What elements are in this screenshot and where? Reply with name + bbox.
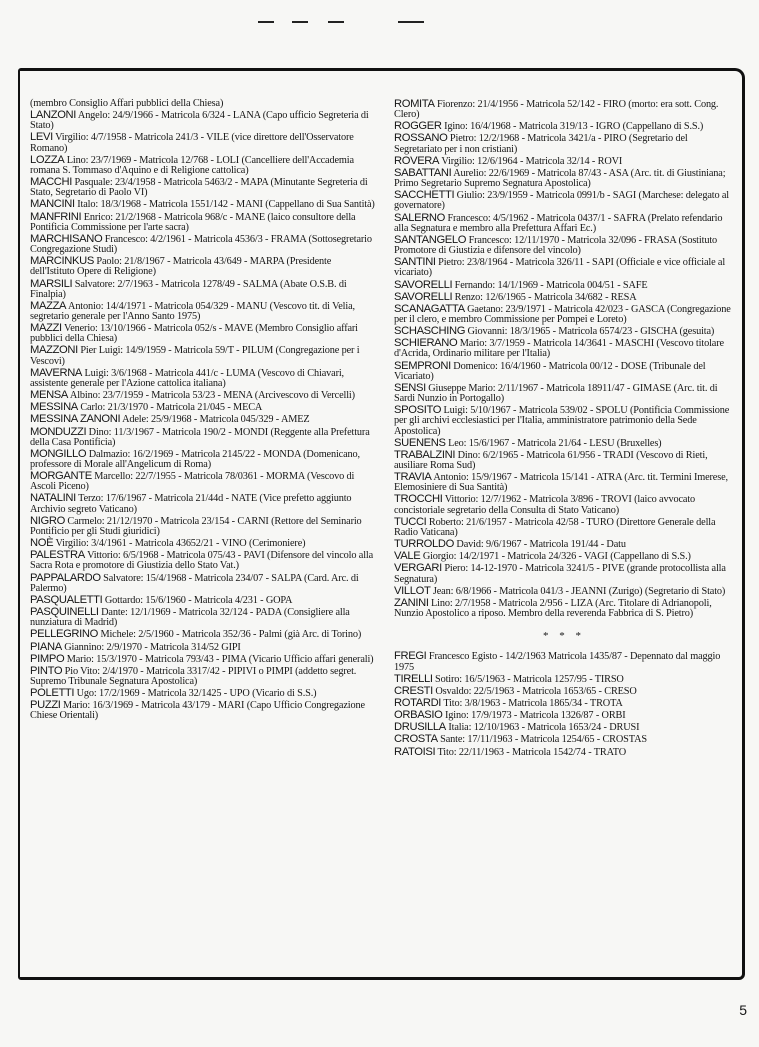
entry-details: Francesco: 4/2/1961 - Matricola 4536/3 - FRAMA (Sottosegretario Congregazione Studi): [30, 233, 372, 256]
entry-details: Giorgio: 14/2/1971 - Matricola 24/326 - VAGI (Cappellano di S.S.): [420, 551, 691, 563]
entry-surname: MESSINA: [30, 401, 78, 414]
entry-surname: SALERNO: [394, 211, 446, 224]
entry: [394, 651, 734, 672]
entry-surname: SAVORELLI: [394, 290, 453, 303]
entry: [394, 99, 734, 120]
entry-surname: TRABALZINI: [394, 448, 456, 461]
entry-surname: SUENENS: [394, 436, 446, 449]
entry-surname: RATOISI: [394, 745, 436, 758]
entry-details: Vittorio: 6/5/1968 - Matricola 075/43 - PAVI (Difensore del vincolo alla Sacra Rota e promotore di Giustizia dello Stato Vat.): [30, 550, 374, 572]
entry: [394, 338, 734, 359]
entry-surname: VALE: [394, 550, 421, 563]
entry-details: Francesco: 12/11/1970 - Matricola 32/096 - FRASA (Sostituto Promotore di Giustizia e difensore del vincolo): [394, 234, 718, 257]
entry-surname: DRUSILLA: [394, 721, 446, 734]
entry-details: Aurelio: 22/6/1969 - Matricola 87/43 - ASA (Arc. tit. di Giustiniana; Primo Segretario Supremo Segnatura Apostolica): [394, 167, 726, 190]
entry: [30, 666, 375, 687]
entry-surname: PASQUALETTI: [30, 593, 103, 606]
entry-details: Fiorenzo: 21/4/1956 - Matricola 52/142 - FIRO (morto: era sott. Cong. Clero): [394, 99, 719, 121]
entry: [30, 132, 375, 153]
entry-details: Enrico: 21/2/1968 - Matricola 968/c - MANE (laico consultore della Pontificia Commissione per l'arte sacra): [30, 211, 356, 233]
entry: [394, 586, 734, 597]
entry-surname: SEMPRONI: [394, 359, 451, 372]
entry-details: Mario: 3/7/1959 - Matricola 14/3641 - MASCHI (Vescovo titolare d'Acrida, Ordinario militare per l'Italia): [394, 338, 724, 360]
entry-details: Virgilio: 12/6/1964 - Matricola 32/14 - ROVI: [439, 155, 623, 167]
entry-surname: ROGGER: [394, 120, 442, 133]
entry: [30, 471, 375, 492]
entry: [394, 734, 734, 745]
entry: [394, 563, 734, 584]
entry-surname: NATALINI: [30, 492, 76, 505]
entry-surname: TUCCI: [394, 515, 427, 528]
entry-details: Dino: 11/3/1967 - Matricola 190/2 - MONDI (Reggente alla Prefettura della Casa Pontificia): [30, 426, 370, 448]
entry-details: Renzo: 12/6/1965 - Matricola 34/682 - RESA: [452, 291, 637, 303]
entry: [394, 213, 734, 234]
entry: [394, 710, 734, 721]
entry: [30, 550, 375, 571]
entry: [394, 383, 734, 404]
entry-details: Mario: 15/3/1970 - Matricola 793/43 - PIMA (Vicario Ufficio affari generali): [64, 653, 374, 665]
entry: [30, 368, 375, 389]
entry-details: Dino: 6/2/1965 - Matricola 61/956 - TRADI (Vescovo di Rieti, ausiliare Roma Sud): [394, 449, 708, 471]
entry: [394, 235, 734, 256]
entry-details: Virgilio: 3/4/1961 - Matricola 43652/21 - VINO (Cerimoniere): [53, 538, 306, 550]
entry: [30, 573, 375, 594]
entry: [394, 280, 734, 291]
entry-details: Leo: 15/6/1967 - Matricola 21/64 - LESU (Bruxelles): [445, 437, 662, 449]
entry-surname: SABATTANI: [394, 166, 452, 179]
entry: [30, 199, 375, 210]
entry-details: Domenico: 16/4/1960 - Matricola 00/12 - DOSE (Tribunale del Vicariato): [394, 360, 706, 382]
entry-details: Lino: 23/7/1969 - Matricola 12/768 - LOLI (Cancelliere dell'Accademia romana S. Tommaso d'Aquino e di Religione cattolica): [30, 154, 354, 176]
entry-surname: POLETTI: [30, 687, 75, 700]
mark: [398, 21, 424, 23]
entry-surname: VERGARI: [394, 562, 442, 575]
entry-surname: SCANAGATTA: [394, 302, 465, 315]
entry-details: Pier Luigi: 14/9/1959 - Matricola 59/T - PILUM (Congregazione per i Vescovi): [30, 345, 360, 367]
entry-details: Luigi: 3/6/1968 - Matricola 441/c - LUMA (Vescovo di Chiavari, assistente generale per l'Azione cattolica italiana): [30, 367, 344, 389]
entry-details: Marcello: 22/7/1955 - Matricola 78/0361 - MORMA (Vescovo di Ascoli Piceno): [30, 471, 355, 493]
entry-details: Giulio: 23/9/1959 - Matricola 0991/b - SAGI (Marchese: delegato al governatore): [394, 190, 730, 212]
entry-details: Roberto: 21/6/1957 - Matricola 42/58 - TURO (Direttore Generale della Radio Vaticana): [394, 516, 716, 538]
entry-surname: ROVERA: [394, 154, 440, 167]
entry: [30, 516, 375, 537]
entry: [394, 121, 734, 132]
entry: [30, 345, 375, 366]
entry-details: Angelo: 24/9/1966 - Matricola 6/324 - LANA (Capo ufficio Segreteria di Stato): [30, 110, 369, 132]
entry: [394, 190, 734, 211]
entry-details: Ugo: 17/2/1969 - Matricola 32/1425 - UPO (Vicario di S.S.): [74, 688, 317, 700]
entry-details: Mario: 16/3/1969 - Matricola 43/179 - MARI (Capo Ufficio Congregazione Chiese Orientali): [30, 700, 365, 722]
entry-details: Dalmazio: 16/2/1969 - Matricola 2145/22 - MONDA (Domenicano, professore di Morale all'Angelicum di Roma): [30, 448, 360, 470]
entry: [394, 747, 734, 758]
entry-details: Osvaldo: 22/5/1963 - Matricola 1653/65 - CRESO: [432, 685, 637, 697]
entry: [30, 427, 375, 448]
entry-surname: PIANA: [30, 640, 62, 653]
entry: [394, 539, 734, 550]
entry-details: Pio Vito: 2/4/1970 - Matricola 3317/42 - PIPIVI o PIMPI (addetto segret. Supremo Tribunale Segnatura Apostolica): [30, 665, 357, 687]
entry-surname: LEVI: [30, 131, 53, 144]
entry: [30, 493, 375, 514]
entry-surname: ORBASIO: [394, 709, 443, 722]
entry-details: Igino: 16/4/1968 - Matricola 319/13 - IGRO (Cappellano di S.S.): [441, 121, 704, 133]
entry-surname: SANTANGELO: [394, 233, 467, 246]
entry: [30, 279, 375, 300]
top-marks: [0, 18, 759, 26]
entry-details: (membro Consiglio Affari pubblici della Chiesa): [30, 98, 224, 109]
mark: [258, 21, 274, 23]
entry-details: Carmelo: 21/12/1970 - Matricola 23/154 - CARNI (Rettore del Seminario Pontificio per gli Studi giuridici): [30, 515, 362, 537]
entry-surname: SAVORELLI: [394, 278, 453, 291]
entry-surname: NOÈ: [30, 537, 54, 550]
entry-details: Pasquale: 23/4/1958 - Matricola 5463/2 - MAPA (Minutante Segreteria di Stato, Segretario di Paolo VI): [30, 177, 368, 199]
right-column: [394, 99, 734, 759]
entry: [30, 155, 375, 176]
entry: [30, 390, 375, 401]
entry-surname: MARCHISANO: [30, 232, 103, 245]
entry-surname: SCHIERANO: [394, 337, 458, 350]
entry: [30, 99, 375, 109]
entry-surname: MANFRINI: [30, 210, 82, 223]
entry-details: Sante: 17/11/1963 - Matricola 1254/65 - CROSTAS: [437, 734, 647, 746]
entry: [30, 700, 375, 721]
entry-details: Vittorio: 12/7/1962 - Matricola 3/896 - TROVI (laico avvocato concistoriale segretario della Consulta di Stato Vaticano): [394, 494, 696, 516]
entry-surname: MAZZA: [30, 299, 67, 312]
entry: [30, 595, 375, 606]
entry-surname: PUZZI: [30, 699, 61, 712]
entry-details: Luigi: 5/10/1967 - Matricola 539/02 - SPOLU (Pontificia Commissione per gli archivi ecclesiastici per l'Italia, amministratore patrimonio della Sede Apostolica): [394, 405, 730, 437]
entry-surname: SPOSITO: [394, 404, 442, 417]
entry-details: Antonio: 14/4/1971 - Matricola 054/329 - MANU (Vescovo tit. di Velia, segretario generale per l'Anno Santo 1975): [30, 300, 355, 322]
entry-details: Igino: 17/9/1973 - Matricola 1326/87 - ORBI: [442, 710, 626, 722]
entry-details: Albino: 23/7/1959 - Matricola 53/23 - MENA (Arcivescovo di Vercelli): [68, 390, 355, 402]
entry-surname: CRESTI: [394, 684, 433, 697]
entry-surname: MORGANTE: [30, 470, 92, 483]
entry: [30, 449, 375, 470]
entry: [394, 156, 734, 167]
entry: [394, 292, 734, 303]
entry-details: Gottardo: 15/6/1960 - Matricola 4/231 - GOPA: [102, 594, 293, 606]
entry-details: Pietro: 23/8/1964 - Matricola 326/11 - SAPI (Officiale e vice officiale al vicariato): [394, 257, 726, 279]
entry: [394, 257, 734, 278]
entry: [394, 133, 734, 154]
entry-details: Terzo: 17/6/1967 - Matricola 21/44d - NATE (Vice prefetto aggiunto Archivio segreto Vaticano): [30, 493, 352, 515]
entry: [394, 722, 734, 733]
entry-surname: TROCCHI: [394, 493, 443, 506]
entry: [394, 472, 734, 493]
entry-surname: PELLEGRINO: [30, 628, 99, 641]
entry-details: Venerio: 13/10/1966 - Matricola 052/s - MAVE (Membro Consiglio affari pubblici della Chiesa): [30, 323, 358, 345]
entry-surname: FREGI: [394, 650, 427, 663]
entry-surname: PALESTRA: [30, 549, 85, 562]
entry: [30, 642, 375, 653]
entry-surname: MARCINKUS: [30, 255, 94, 268]
entry: [30, 688, 375, 699]
entry: [394, 686, 734, 697]
entry-surname: SCHASCHING: [394, 325, 466, 338]
entry-details: Dante: 12/1/1969 - Matricola 32/124 - PADA (Consigliere alla nunziatura di Madrid): [30, 607, 350, 629]
right-column-after-entries: [394, 651, 734, 757]
entry-surname: LOZZA: [30, 153, 65, 166]
entry-surname: PIMPO: [30, 652, 65, 665]
entry-details: Virgilio: 4/7/1958 - Matricola 241/3 - VILE (vice direttore dell'Osservatore Romano): [30, 132, 354, 154]
entry-surname: MENSA: [30, 389, 69, 402]
entry: [394, 438, 734, 449]
entry-details: Salvatore: 2/7/1963 - Matricola 1278/49 - SALMA (Abate O.S.B. di Finalpia): [30, 278, 347, 300]
entry-surname: MESSINA ZANONI: [30, 413, 121, 426]
entry: [394, 698, 734, 709]
mark: [328, 21, 344, 23]
entry-details: Pietro: 12/2/1968 - Matricola 3421/a - PIRO (Segretario del Segretariato per i non cristiani): [394, 133, 688, 155]
entry-details: Francesco: 4/5/1962 - Matricola 0437/1 - SAFRA (Prelato refendario alla Segnatura e membro alla Prefettura Affari Ec.): [394, 212, 723, 234]
entry-surname: TURROLDO: [394, 538, 454, 551]
entry-surname: MAVERNA: [30, 366, 83, 379]
entry: [30, 234, 375, 255]
entry-surname: MACCHI: [30, 176, 73, 189]
entry-details: David: 9/6/1967 - Matricola 191/44 - Datu: [453, 539, 626, 551]
entry-surname: LANZONI: [30, 109, 77, 122]
entry: [394, 450, 734, 471]
entry-details: Sotiro: 16/5/1963 - Matricola 1257/95 - TIRSO: [432, 673, 624, 685]
entry-surname: PAPPALARDO: [30, 571, 101, 584]
entry-surname: ROMITA: [394, 98, 435, 110]
entry-surname: SACCHETTI: [394, 189, 455, 202]
entry-surname: VILLOT: [394, 584, 431, 597]
entry: [394, 361, 734, 382]
right-column-entries: [394, 99, 734, 619]
entry-surname: MONGILLO: [30, 447, 87, 460]
entry: [394, 405, 734, 436]
entry: [30, 607, 375, 628]
entry-details: Piero: 14-12-1970 - Matricola 3241/5 - PIVE (grande protocollista alla Segnatura): [394, 563, 726, 585]
entry: [394, 326, 734, 337]
entry-details: Tito: 3/8/1963 - Matricola 1865/34 - TROTA: [441, 697, 623, 709]
entry: [30, 629, 375, 640]
entry: [30, 110, 375, 131]
page-number: 5: [739, 1002, 747, 1018]
entry-details: Paolo: 21/8/1967 - Matricola 43/649 - MARPA (Presidente dell'Istituto Opere di Religione): [30, 256, 332, 278]
entry-details: Lino: 2/7/1958 - Matricola 2/956 - LIZA (Arc. Titolare di Adrianopoli, Nunzio Apostolico a riposo. Membro della reverenda Fabbrica di S. Pietro): [394, 597, 712, 620]
entry: [30, 323, 375, 344]
entry: [30, 414, 375, 425]
entry: [30, 177, 375, 198]
entry: [30, 654, 375, 665]
entry-surname: MANCINI: [30, 198, 75, 211]
entry: [394, 517, 734, 538]
entry-surname: MAZZONI: [30, 344, 78, 357]
entry-details: Antonio: 15/9/1967 - Matricola 15/141 - ATRA (Arc. tit. Termini Imerese, Elemosiniere di Sua Santità): [394, 472, 728, 494]
separator: * * *: [543, 630, 585, 643]
entry-surname: ZANINI: [394, 596, 429, 609]
entry-details: Giovanni: 18/3/1965 - Matricola 6574/23 - GISCHA (gesuita): [465, 326, 715, 338]
entry: [394, 304, 734, 325]
entry: [30, 301, 375, 322]
left-column: [30, 99, 375, 723]
entry-details: Italo: 18/3/1968 - Matricola 1551/142 - MANI (Cappellano di Sua Santità): [74, 199, 375, 211]
entry-surname: TIRELLI: [394, 672, 433, 685]
entry-details: Francesco Egisto - 14/2/1963 Matricola 1435/87 - Depennato dal maggio 1975: [394, 651, 721, 673]
entry-surname: ROTARDI: [394, 696, 442, 709]
entry: [30, 256, 375, 277]
entry-surname: MONDUZZI: [30, 425, 87, 438]
entry-details: Carlo: 21/3/1970 - Matricola 21/045 - MECA: [77, 402, 263, 414]
entry: [394, 598, 734, 619]
entry-surname: ROSSANO: [394, 132, 448, 145]
entry-surname: MAZZI: [30, 322, 62, 335]
entry: [30, 402, 375, 413]
entry-details: Jean: 6/8/1966 - Matricola 041/3 - JEANNI (Zurigo) (Segretario di Stato): [430, 585, 726, 597]
entry: [30, 538, 375, 549]
entry: [394, 551, 734, 562]
entry-details: Adele: 25/9/1968 - Matricola 045/329 - AMEZ: [120, 414, 310, 426]
entry-surname: CROSTA: [394, 733, 438, 746]
entry: [30, 212, 375, 233]
entry-details: Fernando: 14/1/1969 - Matricola 004/51 - SAFE: [452, 279, 648, 291]
entry: [394, 674, 734, 685]
entry-details: Giannino: 2/9/1970 - Matricola 314/52 GIPI: [61, 641, 241, 653]
entry-surname: TRAVIA: [394, 471, 432, 484]
entry-details: Salvatore: 15/4/1968 - Matricola 234/07 - SALPA (Card. Arc. di Palermo): [30, 572, 359, 594]
entry-surname: PASQUINELLI: [30, 606, 99, 619]
entry-details: Tito: 22/11/1963 - Matricola 1542/74 - TRATO: [435, 746, 626, 758]
entry: [394, 494, 734, 515]
entry-surname: SENSI: [394, 381, 426, 394]
entry-surname: PINTO: [30, 664, 63, 677]
entry: [394, 168, 734, 189]
entry-details: Michele: 2/5/1960 - Matricola 352/36 - Palmi (già Arc. di Torino): [98, 629, 362, 641]
entry-details: Giuseppe Mario: 2/11/1967 - Matricola 18911/47 - GIMASE (Arc. tit. di Sardi Nunzio in Portogallo): [394, 382, 718, 405]
mark: [292, 21, 308, 23]
entry-surname: NIGRO: [30, 514, 65, 527]
entry-details: Gaetano: 23/9/1971 - Matricola 42/023 - GASCA (Congregazione per il clero, e membro Commissione per Pompei e Loreto): [394, 303, 731, 325]
entry-surname: MARSILI: [30, 277, 73, 290]
entry-details: Italia: 12/10/1963 - Matricola 1653/24 - DRUSI: [445, 722, 640, 734]
entry-surname: SANTINI: [394, 256, 436, 269]
